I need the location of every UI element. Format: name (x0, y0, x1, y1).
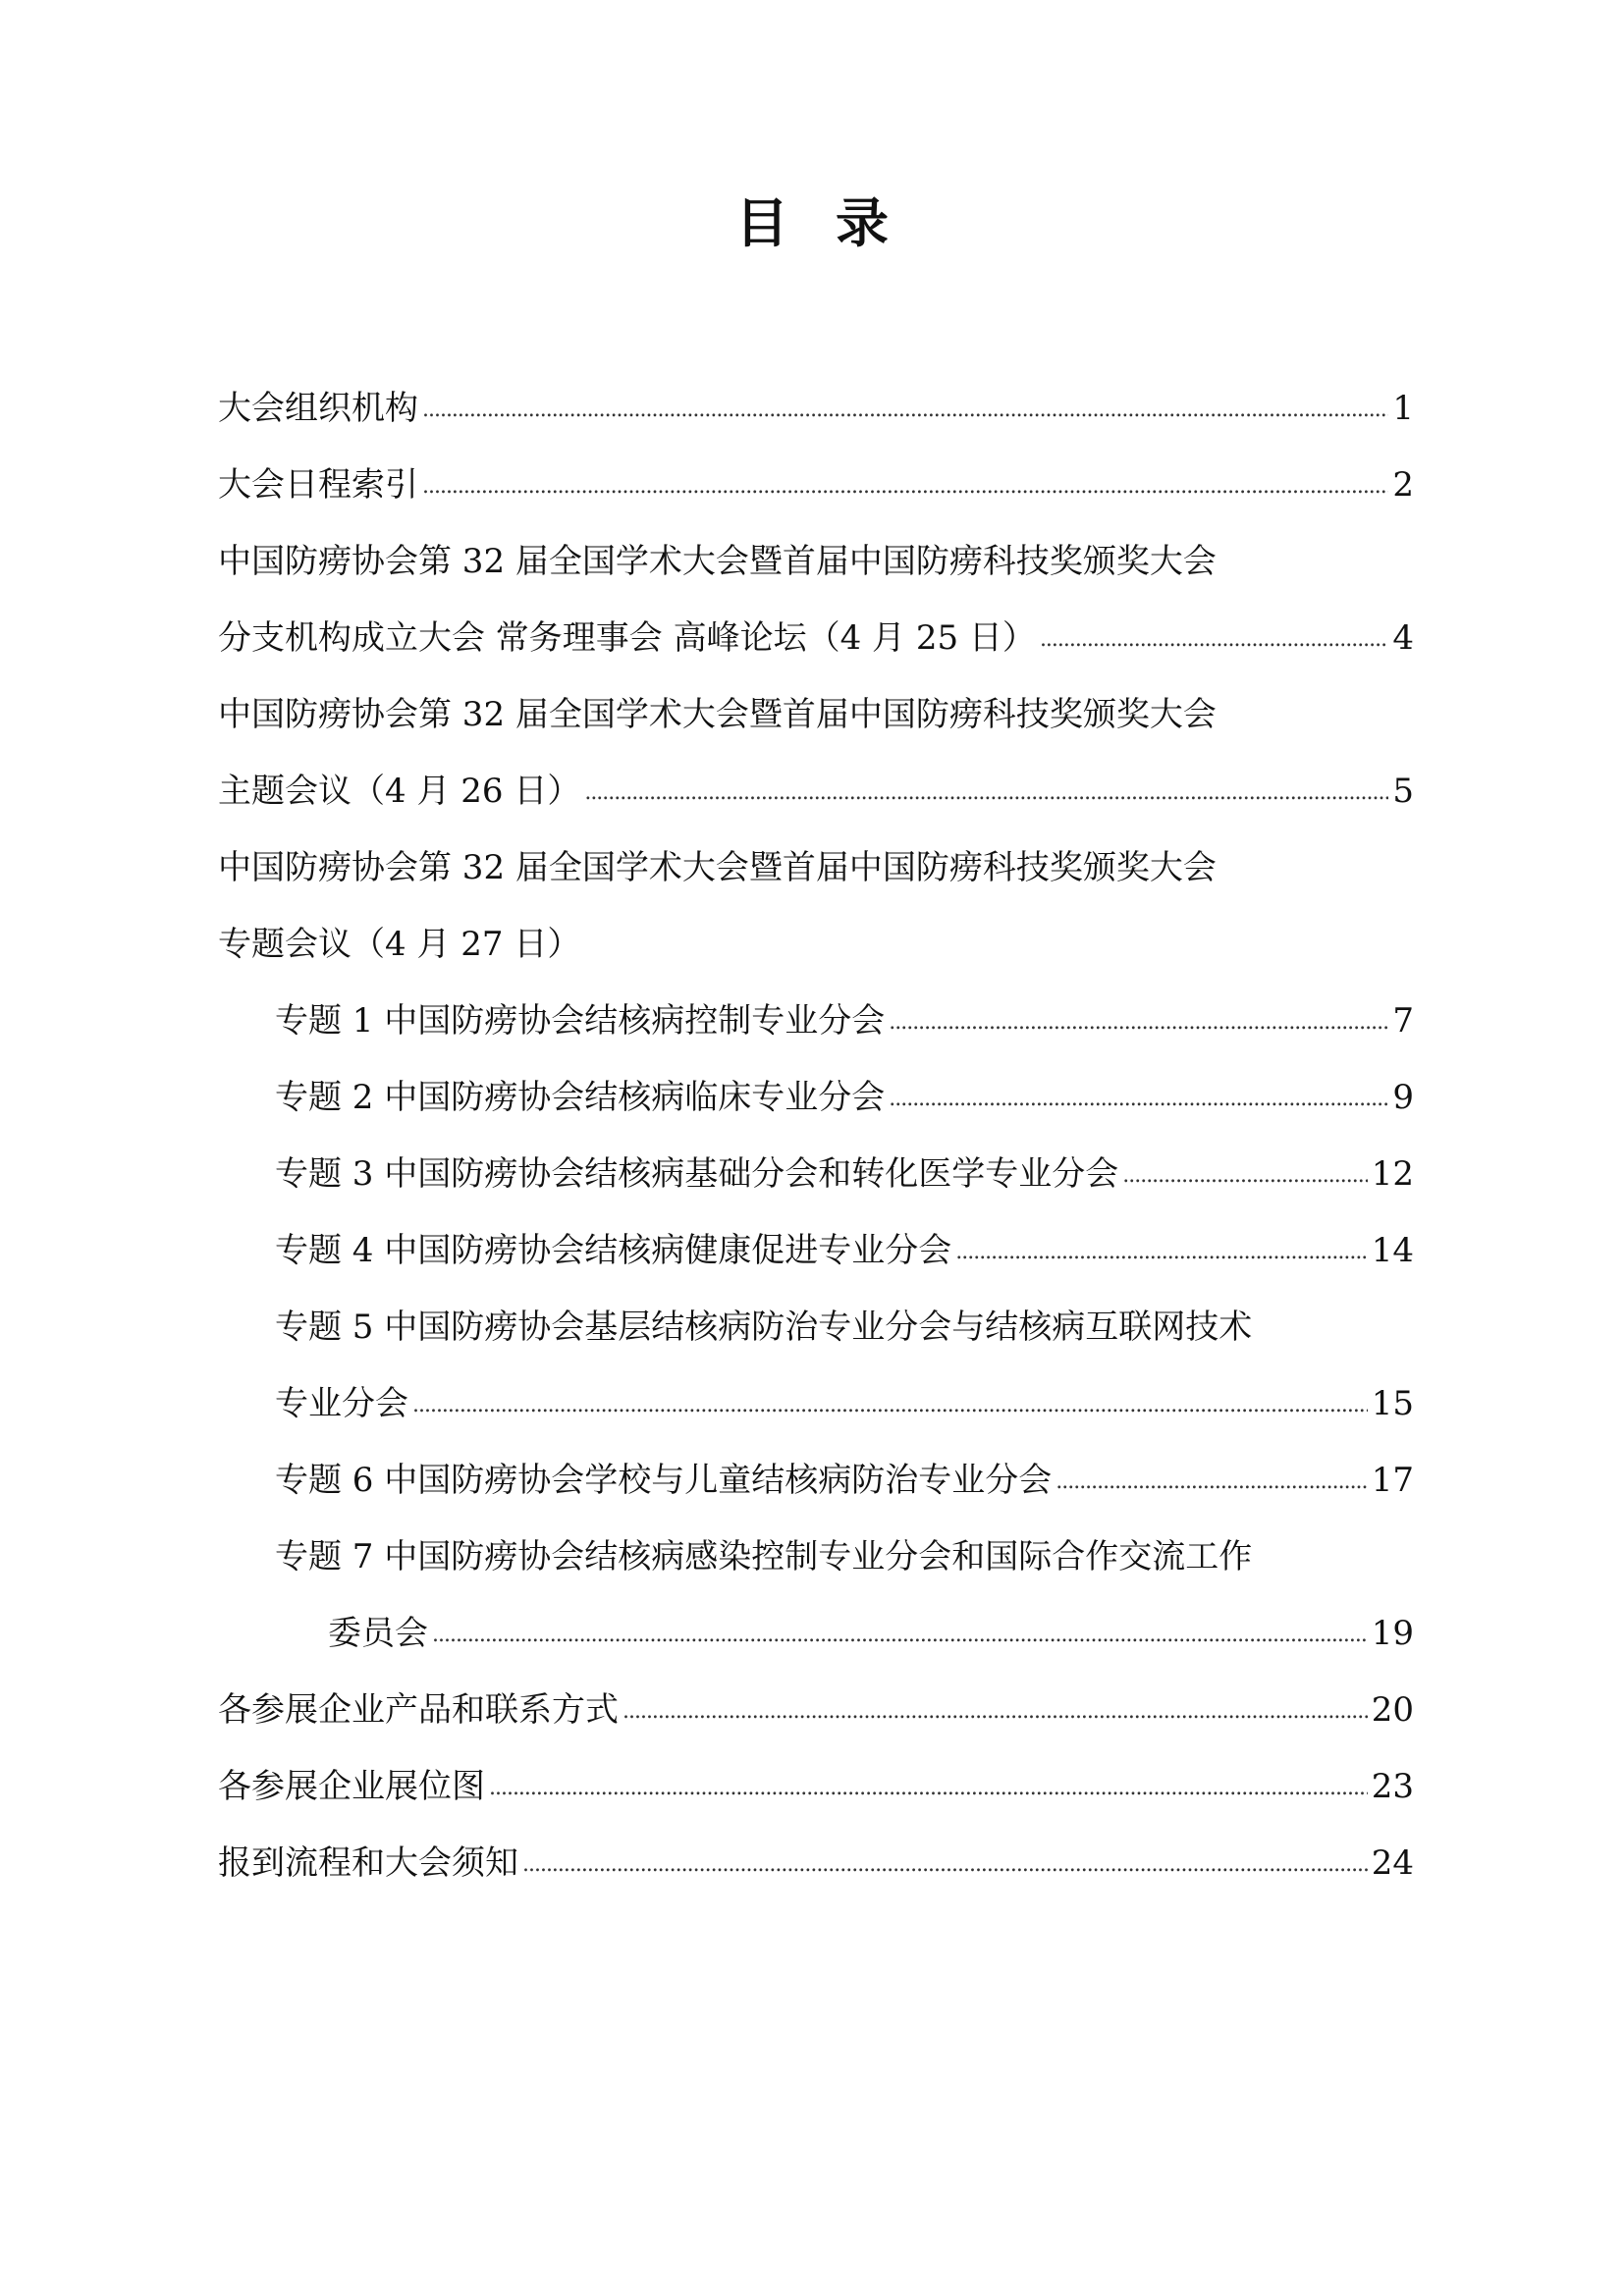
toc-entry-page: 23 (1371, 1767, 1414, 1806)
toc-subentry[interactable] (275, 1150, 1414, 1198)
toc-entry-page: 1 (1392, 389, 1414, 428)
dot-leader (1040, 612, 1388, 664)
toc-entry-label: 中国防痨协会第 32 届全国学术大会暨首届中国防痨科技奖颁奖大会 (218, 542, 1217, 581)
toc-subentry[interactable] (275, 1457, 1414, 1504)
toc-entry-page: 7 (1392, 1001, 1414, 1041)
toc-entry-page: 4 (1392, 618, 1414, 658)
toc-entry-label: 专题 5 中国防痨协会基层结核病防治专业分会与结核病互联网技术 (275, 1308, 1253, 1347)
toc-entry-label: 中国防痨协会第 32 届全国学术大会暨首届中国防痨科技奖颁奖大会 (218, 695, 1217, 734)
toc-subentry-heading (275, 1304, 1414, 1351)
toc-entry-label: 专题 4 中国防痨协会结核病健康促进专业分会 (275, 1231, 952, 1270)
dot-leader (889, 994, 1388, 1046)
toc-subentry[interactable] (275, 1380, 1414, 1427)
toc-entry-heading (218, 844, 1414, 891)
toc-entry-label: 大会日程索引 (218, 465, 418, 505)
toc-entry-page: 15 (1371, 1384, 1414, 1423)
toc-entry-page: 20 (1371, 1690, 1414, 1730)
toc-entry[interactable] (218, 461, 1414, 508)
dot-leader (1122, 1148, 1367, 1200)
dot-leader (623, 1683, 1368, 1735)
toc-entry-label: 分支机构成立大会 常务理事会 高峰论坛（4 月 25 日） (218, 618, 1036, 658)
toc-entry-page: 2 (1392, 465, 1414, 505)
toc-entry[interactable] (218, 385, 1414, 432)
toc-entry-label: 各参展企业产品和联系方式 (218, 1690, 619, 1730)
toc-entry-label: 专题 7 中国防痨协会结核病感染控制专业分会和国际合作交流工作 (275, 1537, 1253, 1576)
toc-entry-label: 专业分会 (275, 1384, 408, 1423)
toc-entry-page: 14 (1371, 1231, 1414, 1270)
toc-entry-label: 专题 2 中国防痨协会结核病临床专业分会 (275, 1078, 886, 1117)
toc-entry-label: 报到流程和大会须知 (218, 1843, 518, 1883)
toc-entry-heading (218, 691, 1414, 738)
dot-leader (584, 765, 1388, 817)
toc-entry-label: 大会组织机构 (218, 389, 418, 428)
toc-entry-label: 主题会议（4 月 26 日） (218, 772, 581, 811)
toc-entry[interactable] (218, 1686, 1414, 1734)
toc-subentry[interactable] (275, 997, 1414, 1044)
title-char-1: 目 (735, 191, 788, 254)
toc-entry-page: 9 (1392, 1078, 1414, 1117)
toc-entry[interactable] (218, 614, 1414, 662)
dot-leader (432, 1607, 1368, 1659)
toc-entry-page: 17 (1371, 1461, 1414, 1500)
toc-entry-label: 委员会 (328, 1614, 428, 1653)
dot-leader (422, 382, 1388, 434)
toc-entry-page: 19 (1371, 1614, 1414, 1653)
toc-entry-page: 5 (1392, 772, 1414, 811)
toc-entry-label: 中国防痨协会第 32 届全国学术大会暨首届中国防痨科技奖颁奖大会 (218, 848, 1217, 887)
toc-subentry[interactable] (328, 1610, 1414, 1657)
dot-leader (889, 1071, 1388, 1123)
toc-entry-label: 专题 3 中国防痨协会结核病基础分会和转化医学专业分会 (275, 1154, 1119, 1194)
dot-leader (489, 1760, 1368, 1812)
title-char-2: 录 (836, 191, 889, 254)
toc-entry[interactable] (218, 1840, 1414, 1887)
toc-entry-page: 12 (1371, 1154, 1414, 1194)
toc-entry[interactable] (218, 768, 1414, 815)
toc-entry-page: 24 (1371, 1843, 1414, 1883)
toc-entry-heading (218, 921, 1414, 968)
dot-leader (1056, 1454, 1367, 1506)
dot-leader (422, 458, 1388, 510)
toc-entry-label: 专题会议（4 月 27 日） (218, 925, 581, 964)
toc-subentry-heading (275, 1533, 1414, 1580)
toc-entry-label: 各参展企业展位图 (218, 1767, 485, 1806)
toc-entry-heading (218, 538, 1414, 585)
toc-entry-label: 专题 6 中国防痨协会学校与儿童结核病防治专业分会 (275, 1461, 1053, 1500)
toc-entry-label: 专题 1 中国防痨协会结核病控制专业分会 (275, 1001, 886, 1041)
toc-subentry[interactable] (275, 1227, 1414, 1274)
table-of-contents (218, 0, 1414, 2296)
toc-entry[interactable] (218, 1763, 1414, 1810)
toc-subentry[interactable] (275, 1074, 1414, 1121)
dot-leader (412, 1377, 1368, 1429)
dot-leader (955, 1224, 1367, 1276)
dot-leader (522, 1837, 1368, 1889)
